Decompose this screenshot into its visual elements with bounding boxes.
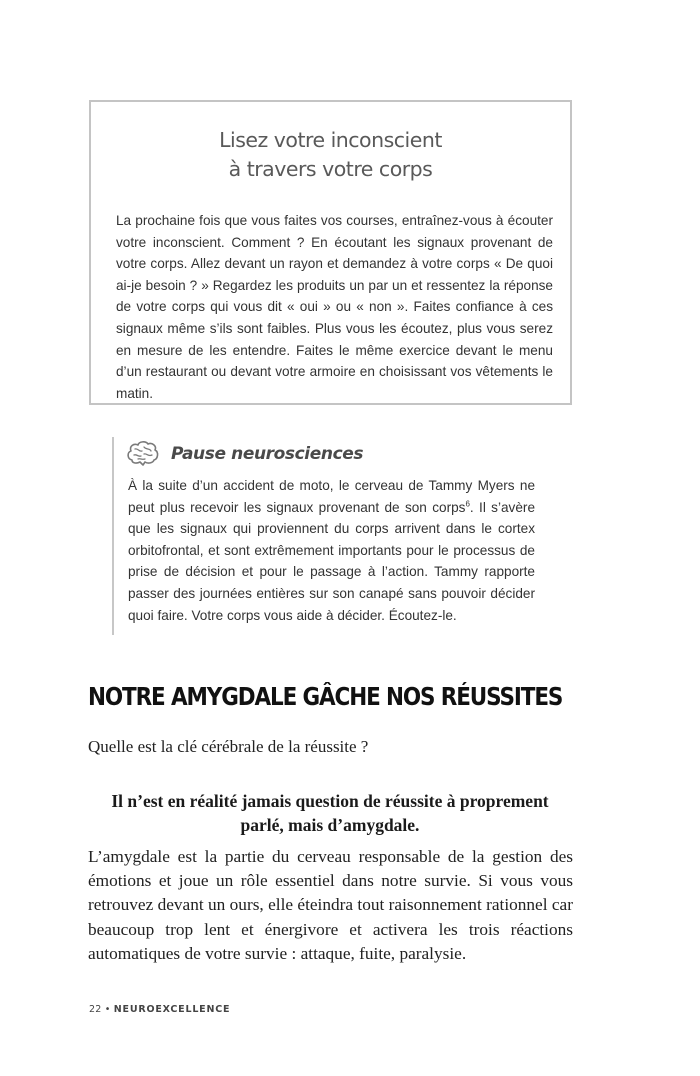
footnote-reference: 6 bbox=[465, 499, 470, 509]
pause-title: Pause neurosciences bbox=[171, 444, 364, 464]
highlight-quote bbox=[100, 789, 560, 837]
footer-separator: • bbox=[104, 1004, 111, 1015]
pause-body-part1: À la suite d’un accident de moto, le cerveau de Tammy Myers ne peut plus recevoir les signaux provenant de son corps bbox=[128, 478, 535, 515]
running-title: NEUROEXCELLENCE bbox=[113, 1004, 231, 1015]
exercise-box-body: La prochaine fois que vous faites vos courses, entraînez-vous à écouter votre inconscient. Comment ? En écoutant les signaux provenant de votre corps. Allez devant un rayon et demandez à votre corps « De quoi ai-je besoin ? » Regardez les produits un par un et ressentez la réponse de votre corps qui vous dit « oui » ou « non ». Faites confiance à ces signaux même s’ils sont faibles. Plus vous les écoutez, plus vous serez en mesure de les entendre. Faites le même exercice devant le menu d’un restaurant ou devant votre armoire en choisissant vos vêtements le matin. bbox=[116, 213, 553, 401]
exercise-box bbox=[89, 100, 572, 405]
pause-body-part2: . Il s’avère que les signaux qui proviennent du corps arrivent dans le cortex orbitofrontal, et sont extrêmement importants pour le processus de prise de décision et pour le passage à l’action. Tammy rapporte passer des journées entières sur son canapé sans pouvoir décider quoi faire. Votre corps vous aide à décider. Écoutez-le. bbox=[128, 499, 536, 623]
highlight-line2: parlé, mais d’amygdale. bbox=[240, 815, 420, 835]
highlight-line1: Il n’est en réalité jamais question de réussite à proprement bbox=[111, 791, 549, 811]
neuroscience-pause bbox=[112, 437, 539, 635]
page-footer bbox=[89, 1003, 230, 1017]
body-paragraph: L’amygdale est la partie du cerveau responsable de la gestion des émotions et joue un rôle essentiel dans notre survie. Si vous vous retrouvez devant un ours, elle éteindra tout raisonnement rationnel car beaucoup trop lent et énergivore et activera les trois réactions automatiques de votre survie : attaque, fuite, paralysie. bbox=[88, 847, 573, 963]
section-heading: NOTRE AMYGDALE GÂCHE NOS RÉUSSITES bbox=[88, 682, 563, 711]
exercise-box-title bbox=[91, 126, 570, 184]
exercise-box-title-line1: Lisez votre inconscient bbox=[219, 128, 442, 152]
page-number: 22 bbox=[89, 1004, 102, 1015]
pause-body bbox=[128, 475, 535, 626]
section-question: Quelle est la clé cérébrale de la réussite ? bbox=[88, 737, 369, 756]
exercise-box-title-line2: à travers votre corps bbox=[228, 157, 433, 181]
brain-icon bbox=[126, 440, 160, 468]
